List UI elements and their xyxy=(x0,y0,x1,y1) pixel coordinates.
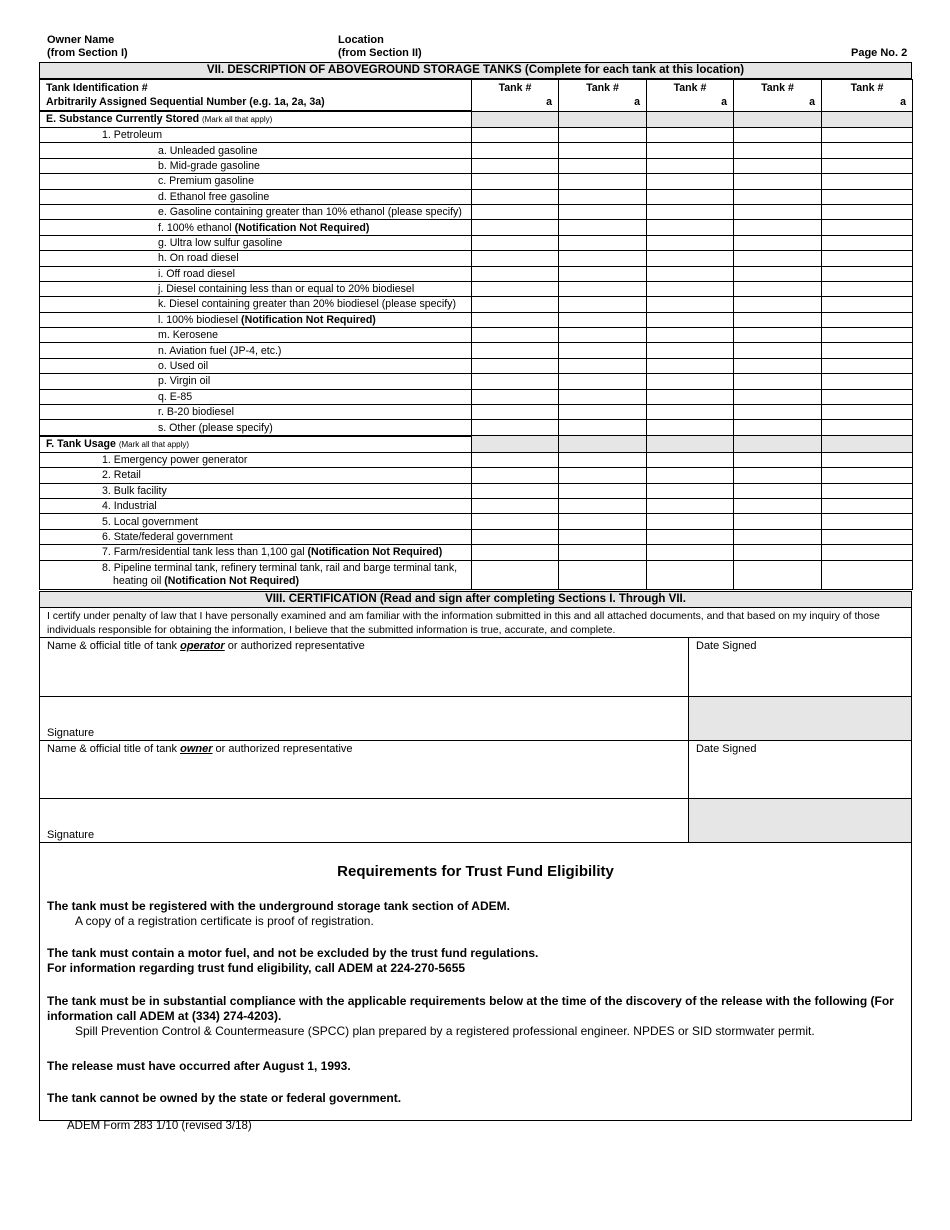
operator-name-field[interactable]: Name & official title of tank operator or authorized representative xyxy=(39,637,689,697)
tank-cell[interactable] xyxy=(734,312,822,327)
substance-row xyxy=(40,235,913,250)
usage-row xyxy=(40,498,913,513)
substance-row xyxy=(40,420,913,436)
tank-cell[interactable] xyxy=(734,436,822,453)
tank-cell[interactable] xyxy=(734,420,822,436)
tank-cell[interactable] xyxy=(822,251,913,266)
requirement-4: The release must have occurred after August 1, 1993. xyxy=(47,1059,351,1073)
tank-cell[interactable] xyxy=(647,560,734,589)
tank-cell[interactable] xyxy=(734,189,822,204)
tank-cell[interactable] xyxy=(647,312,734,327)
tank-cell[interactable] xyxy=(472,436,559,453)
owner-signature-field[interactable]: Signature xyxy=(39,798,689,843)
operator-signature-field[interactable]: Signature xyxy=(39,696,689,741)
tank-cell[interactable] xyxy=(822,189,913,204)
tank-cell[interactable] xyxy=(472,420,559,436)
tank-cell[interactable] xyxy=(822,529,913,544)
tank-cell[interactable] xyxy=(472,374,559,389)
tank-cell[interactable] xyxy=(734,358,822,373)
tank-cell[interactable] xyxy=(822,436,913,453)
tank-cell[interactable] xyxy=(647,498,734,513)
tank-cell[interactable] xyxy=(647,235,734,250)
tank-cell[interactable] xyxy=(734,560,822,589)
tank-cell[interactable] xyxy=(822,514,913,529)
substance-row xyxy=(40,358,913,373)
tank-cell[interactable] xyxy=(559,420,647,436)
tank-cell[interactable] xyxy=(472,281,559,296)
requirements-frame xyxy=(39,842,912,1121)
tank-cell[interactable] xyxy=(822,452,913,467)
substance-label: p. Virgin oil xyxy=(40,374,472,389)
substance-row xyxy=(40,251,913,266)
tank-cell[interactable] xyxy=(559,498,647,513)
tank-header-1[interactable]: Tank # a xyxy=(472,80,559,112)
tank-header-3[interactable]: Tank # a xyxy=(647,80,734,112)
tank-cell[interactable] xyxy=(472,235,559,250)
tank-cell[interactable] xyxy=(822,560,913,589)
tank-cell[interactable] xyxy=(472,220,559,235)
substance-label: k. Diesel containing greater than 20% biodiesel (please specify) xyxy=(40,297,472,312)
usage-label: 3. Bulk facility xyxy=(40,483,472,498)
tank-cell[interactable] xyxy=(559,174,647,189)
tank-cell[interactable] xyxy=(559,204,647,219)
usage-label: 1. Emergency power generator xyxy=(40,452,472,467)
operator-date-field[interactable]: Date Signed xyxy=(688,637,912,697)
substance-row xyxy=(40,266,913,281)
tank-cell[interactable] xyxy=(822,111,913,128)
usage-label: 4. Industrial xyxy=(40,498,472,513)
tank-cell[interactable] xyxy=(559,266,647,281)
tank-cell[interactable] xyxy=(559,281,647,296)
usage-row xyxy=(40,529,913,544)
usage-row xyxy=(40,545,913,560)
section-8-title: VIII. CERTIFICATION (Read and sign after completing Sections I. Through VII. xyxy=(39,591,912,608)
form-footer: ADEM Form 283 1/10 (revised 3/18) xyxy=(67,1120,252,1132)
tank-cell[interactable] xyxy=(647,281,734,296)
tank-cell[interactable] xyxy=(472,143,559,158)
tank-cell[interactable] xyxy=(647,374,734,389)
substance-label: b. Mid-grade gasoline xyxy=(40,158,472,173)
tank-cell[interactable] xyxy=(647,158,734,173)
substance-label: a. Unleaded gasoline xyxy=(40,143,472,158)
tank-cell[interactable] xyxy=(472,358,559,373)
substance-row xyxy=(40,220,913,235)
tank-cell[interactable] xyxy=(559,235,647,250)
tank-cell[interactable] xyxy=(472,529,559,544)
tank-cell[interactable] xyxy=(647,405,734,420)
substance-label: j. Diesel containing less than or equal to 20% biodiesel xyxy=(40,281,472,296)
section-7-title: VII. DESCRIPTION OF ABOVEGROUND STORAGE TANKS (Complete for each tank at this location) xyxy=(39,62,912,79)
tank-cell[interactable] xyxy=(734,374,822,389)
tank-cell[interactable] xyxy=(647,420,734,436)
tank-cell[interactable] xyxy=(734,266,822,281)
tank-cell[interactable] xyxy=(734,389,822,404)
substance-row xyxy=(40,158,913,173)
owner-signature-shaded xyxy=(688,798,912,843)
tank-cell[interactable] xyxy=(647,143,734,158)
tank-cell[interactable] xyxy=(472,312,559,327)
substance-label: e. Gasoline containing greater than 10% ethanol (please specify) xyxy=(40,204,472,219)
tank-cell[interactable] xyxy=(559,328,647,343)
substance-row xyxy=(40,405,913,420)
tank-cell[interactable] xyxy=(734,545,822,560)
substance-row xyxy=(40,204,913,219)
tank-cell[interactable] xyxy=(734,174,822,189)
tank-cell[interactable] xyxy=(822,281,913,296)
tank-cell[interactable] xyxy=(734,529,822,544)
tank-cell[interactable] xyxy=(734,143,822,158)
tank-cell[interactable] xyxy=(734,498,822,513)
tank-cell[interactable] xyxy=(822,468,913,483)
usage-label: 5. Local government xyxy=(40,514,472,529)
tank-cell[interactable] xyxy=(822,312,913,327)
substance-row xyxy=(40,281,913,296)
certification-statement: I certify under penalty of law that I have personally examined and am familiar with the information submitted in this and all attached documents, and that based on my inquiry of those individuals responsible for obtaining the information, I believe that the submitted information is true, accurate, and complete. xyxy=(47,611,880,636)
page-number: Page No. 2 xyxy=(851,47,908,59)
tank-cell[interactable] xyxy=(647,111,734,128)
substance-row xyxy=(40,297,913,312)
tank-cell[interactable] xyxy=(472,174,559,189)
tank-cell[interactable] xyxy=(734,204,822,219)
tank-cell[interactable] xyxy=(559,529,647,544)
usage-heading-row xyxy=(40,436,913,453)
owner-name-label: Owner Name (from Section I) xyxy=(47,34,128,59)
tank-cell[interactable] xyxy=(559,483,647,498)
tank-cell[interactable] xyxy=(647,514,734,529)
requirements-title: Requirements for Trust Fund Eligibility xyxy=(337,863,614,880)
tank-cell[interactable] xyxy=(734,297,822,312)
tank-cell[interactable] xyxy=(734,111,822,128)
tank-cell[interactable] xyxy=(559,545,647,560)
tank-cell[interactable] xyxy=(734,328,822,343)
tank-cell[interactable] xyxy=(647,189,734,204)
tank-cell[interactable] xyxy=(472,468,559,483)
usage-label: 2. Retail xyxy=(40,468,472,483)
requirement-2: The tank must contain a motor fuel, and not be excluded by the trust fund regulations. For information regarding trust fund eligibility, call ADEM at 224-270-5655 xyxy=(47,946,539,975)
tank-cell[interactable] xyxy=(559,452,647,467)
tank-cell[interactable] xyxy=(559,297,647,312)
tank-id-label: Tank Identification # Arbitrarily Assigned Sequential Number (e.g. 1a, 2a, 3a) xyxy=(40,80,472,112)
tank-cell[interactable] xyxy=(472,452,559,467)
tank-cell[interactable] xyxy=(559,312,647,327)
usage-heading: F. Tank Usage (Mark all that apply) xyxy=(40,436,472,453)
tank-cell[interactable] xyxy=(822,405,913,420)
tank-cell[interactable] xyxy=(559,143,647,158)
tank-cell[interactable] xyxy=(472,498,559,513)
tank-cell[interactable] xyxy=(472,328,559,343)
tank-cell[interactable] xyxy=(559,374,647,389)
tank-cell[interactable] xyxy=(472,266,559,281)
substance-row xyxy=(40,174,913,189)
substance-row xyxy=(40,189,913,204)
tank-header-row xyxy=(40,80,913,112)
tank-cell[interactable] xyxy=(822,483,913,498)
tank-cell[interactable] xyxy=(559,389,647,404)
tank-cell[interactable] xyxy=(647,220,734,235)
requirement-1: The tank must be registered with the underground storage tank section of ADEM. A copy of a registration certificate is proof of registration. xyxy=(47,899,510,928)
tank-cell[interactable] xyxy=(559,358,647,373)
location-label: Location (from Section II) xyxy=(338,34,422,59)
tank-cell[interactable] xyxy=(472,389,559,404)
tank-cell[interactable] xyxy=(647,452,734,467)
tank-cell[interactable] xyxy=(734,452,822,467)
tank-cell[interactable] xyxy=(559,111,647,128)
petroleum-label: 1. Petroleum xyxy=(40,128,472,143)
tank-cell[interactable] xyxy=(472,251,559,266)
substance-row xyxy=(40,328,913,343)
substance-label: i. Off road diesel xyxy=(40,266,472,281)
tank-cell[interactable] xyxy=(822,498,913,513)
tank-cell[interactable] xyxy=(647,328,734,343)
substance-label: n. Aviation fuel (JP-4, etc.) xyxy=(40,343,472,358)
substance-label: c. Premium gasoline xyxy=(40,174,472,189)
usage-row xyxy=(40,560,913,589)
tank-cell[interactable] xyxy=(822,174,913,189)
substance-row xyxy=(40,143,913,158)
tank-cell[interactable] xyxy=(647,436,734,453)
tank-cell[interactable] xyxy=(472,514,559,529)
tank-cell[interactable] xyxy=(822,389,913,404)
tank-cell[interactable] xyxy=(472,297,559,312)
tank-cell[interactable] xyxy=(647,343,734,358)
substance-row xyxy=(40,389,913,404)
tank-cell[interactable] xyxy=(472,189,559,204)
tank-cell[interactable] xyxy=(822,220,913,235)
tank-cell[interactable] xyxy=(822,545,913,560)
substance-label: o. Used oil xyxy=(40,358,472,373)
tank-cell[interactable] xyxy=(734,158,822,173)
usage-label: 7. Farm/residential tank less than 1,100 gal (Notification Not Required) xyxy=(40,545,472,560)
tank-cell[interactable] xyxy=(734,281,822,296)
tank-cell[interactable] xyxy=(647,266,734,281)
tank-cell[interactable] xyxy=(734,343,822,358)
tank-cell[interactable] xyxy=(822,420,913,436)
substance-label: f. 100% ethanol (Notification Not Required) xyxy=(40,220,472,235)
tank-cell[interactable] xyxy=(559,436,647,453)
tank-cell[interactable] xyxy=(472,405,559,420)
tank-cell[interactable] xyxy=(647,545,734,560)
substance-row xyxy=(40,374,913,389)
tank-cell[interactable] xyxy=(647,174,734,189)
tank-cell[interactable] xyxy=(559,343,647,358)
tank-cell[interactable] xyxy=(472,560,559,589)
tank-cell[interactable] xyxy=(734,468,822,483)
usage-row xyxy=(40,514,913,529)
tank-cell[interactable] xyxy=(822,158,913,173)
operator-signature-shaded xyxy=(688,696,912,741)
tank-cell[interactable] xyxy=(472,128,559,143)
tank-cell[interactable] xyxy=(472,111,559,128)
tank-cell[interactable] xyxy=(822,204,913,219)
substance-label: q. E-85 xyxy=(40,389,472,404)
tank-cell[interactable] xyxy=(647,251,734,266)
substance-label: l. 100% biodiesel (Notification Not Required) xyxy=(40,312,472,327)
tank-cell[interactable] xyxy=(734,128,822,143)
tank-cell[interactable] xyxy=(647,483,734,498)
requirement-3: The tank must be in substantial compliance with the applicable requirements below at the time of the discovery of the release with the following (For information call ADEM at (334) 274-4203). Spill Prevention Control & Countermeasure (SPCC) plan prepared by a registered professional engineer. NPDES or SID stormwater permit. xyxy=(47,994,894,1038)
tank-cell[interactable] xyxy=(822,358,913,373)
substance-label: m. Kerosene xyxy=(40,328,472,343)
usage-label: 8. Pipeline terminal tank, refinery terminal tank, rail and barge terminal tank, heating oil (Notification Not Required) xyxy=(40,560,472,589)
owner-date-field[interactable]: Date Signed xyxy=(688,740,912,799)
tank-cell[interactable] xyxy=(734,483,822,498)
tank-cell[interactable] xyxy=(472,158,559,173)
usage-label: 6. State/federal government xyxy=(40,529,472,544)
tank-cell[interactable] xyxy=(647,128,734,143)
usage-row xyxy=(40,452,913,467)
substance-label: s. Other (please specify) xyxy=(40,420,472,436)
tank-cell[interactable] xyxy=(822,297,913,312)
usage-row xyxy=(40,483,913,498)
tank-cell[interactable] xyxy=(559,251,647,266)
tank-cell[interactable] xyxy=(822,374,913,389)
substance-label: d. Ethanol free gasoline xyxy=(40,189,472,204)
tank-cell[interactable] xyxy=(647,389,734,404)
tank-cell[interactable] xyxy=(734,235,822,250)
tank-cell[interactable] xyxy=(559,468,647,483)
tank-cell[interactable] xyxy=(822,143,913,158)
tank-cell[interactable] xyxy=(822,343,913,358)
tank-description-table xyxy=(39,79,913,590)
substance-label: g. Ultra low sulfur gasoline xyxy=(40,235,472,250)
tank-cell[interactable] xyxy=(559,189,647,204)
tank-cell[interactable] xyxy=(472,204,559,219)
tank-cell[interactable] xyxy=(647,468,734,483)
tank-cell[interactable] xyxy=(559,158,647,173)
tank-cell[interactable] xyxy=(822,235,913,250)
tank-cell[interactable] xyxy=(472,343,559,358)
substance-row xyxy=(40,312,913,327)
tank-header-4[interactable]: Tank # a xyxy=(734,80,822,112)
certification-statement-box xyxy=(39,607,912,638)
tank-cell[interactable] xyxy=(647,297,734,312)
tank-cell[interactable] xyxy=(822,328,913,343)
tank-cell[interactable] xyxy=(559,128,647,143)
substance-label: r. B-20 biodiesel xyxy=(40,405,472,420)
substance-label: h. On road diesel xyxy=(40,251,472,266)
tank-cell[interactable] xyxy=(559,514,647,529)
tank-cell[interactable] xyxy=(822,266,913,281)
tank-cell[interactable] xyxy=(559,560,647,589)
tank-cell[interactable] xyxy=(734,251,822,266)
tank-cell[interactable] xyxy=(647,529,734,544)
tank-cell[interactable] xyxy=(559,220,647,235)
tank-cell[interactable] xyxy=(472,545,559,560)
substance-heading-row xyxy=(40,111,913,128)
tank-cell[interactable] xyxy=(647,204,734,219)
substance-row xyxy=(40,343,913,358)
tank-cell[interactable] xyxy=(734,220,822,235)
tank-cell[interactable] xyxy=(822,128,913,143)
petroleum-row xyxy=(40,128,913,143)
tank-cell[interactable] xyxy=(559,405,647,420)
usage-row xyxy=(40,468,913,483)
tank-header-5[interactable]: Tank # a xyxy=(822,80,913,112)
tank-cell[interactable] xyxy=(472,483,559,498)
substance-heading: E. Substance Currently Stored (Mark all that apply) xyxy=(40,111,472,128)
tank-cell[interactable] xyxy=(734,514,822,529)
owner-name-field[interactable]: Name & official title of tank owner or authorized representative xyxy=(39,740,689,799)
requirement-5: The tank cannot be owned by the state or federal government. xyxy=(47,1091,402,1105)
tank-cell[interactable] xyxy=(734,405,822,420)
tank-header-2[interactable]: Tank # a xyxy=(559,80,647,112)
tank-cell[interactable] xyxy=(647,358,734,373)
